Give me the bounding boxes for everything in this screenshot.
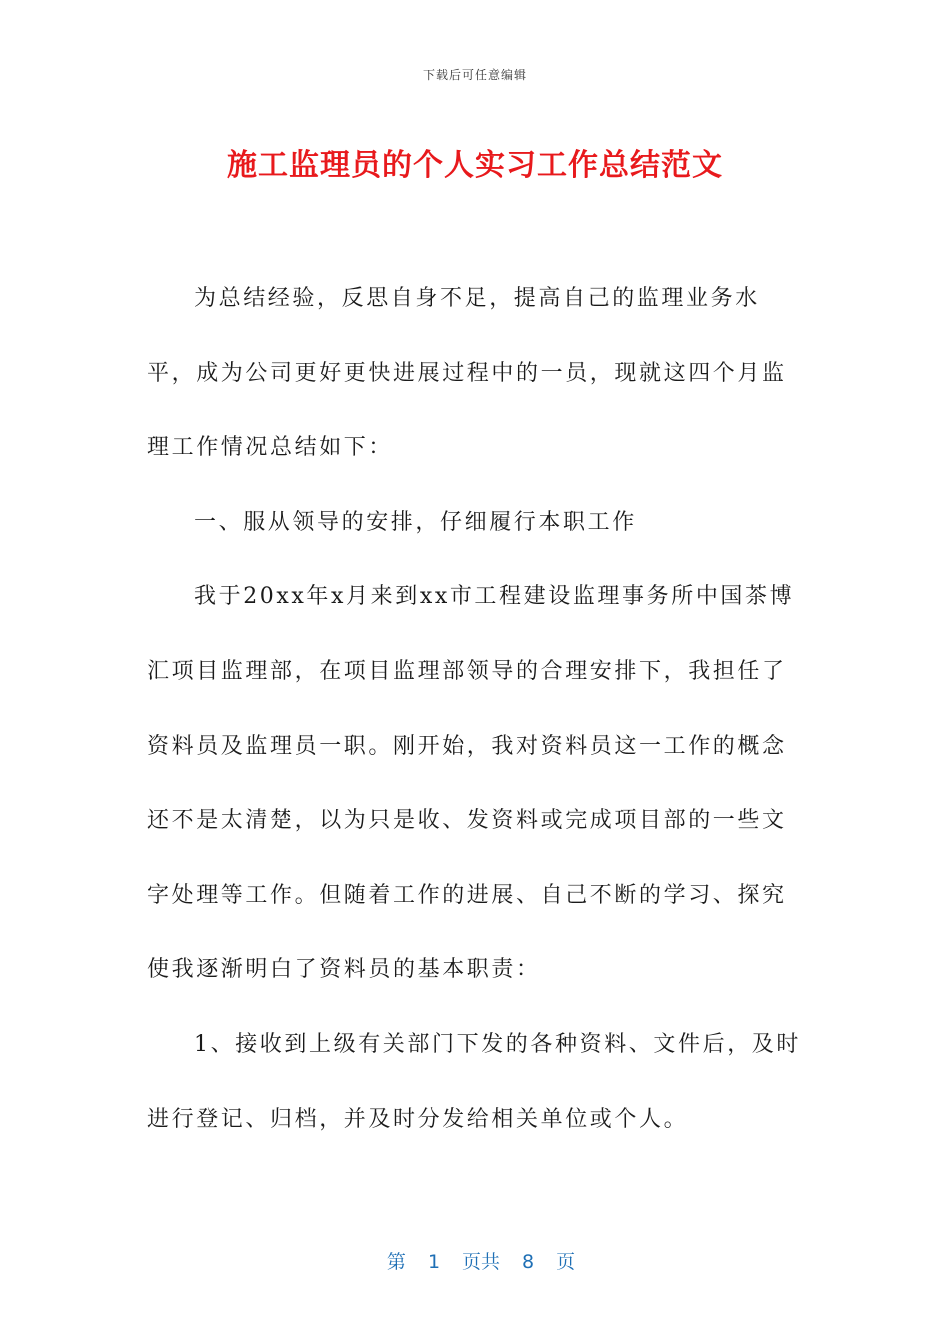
document-body xyxy=(147,262,807,1157)
footer-current-page: 1 xyxy=(427,1251,441,1273)
header-note: 下载后可任意编辑 xyxy=(422,68,527,82)
footer-prefix: 第 xyxy=(386,1251,406,1273)
page-footer xyxy=(0,1225,950,1274)
paragraph-intro: 为总结经验，反思自身不足，提高自己的监理业务水平，成为公司更好更快进展过程中的一员，现就这四个月监理工作情况总结如下： xyxy=(147,286,787,461)
footer-middle: 页共 xyxy=(462,1251,501,1273)
paragraph-experience: 我于20xx年x月来到xx市工程建设监理事务所中国茶博汇项目监理部，在项目监理部领导的合理安排下，我担任了资料员及监理员一职。刚开始，我对资料员这一工作的概念还不是太清楚，以为只是收、发资料或完成项目部的一些文字处理等工作。但随着工作的进展、自己不断的学习、探究使我逐渐明白了资料员的基本职责： xyxy=(147,584,795,983)
paragraph-duty-1: 1、接收到上级有关部门下发的各种资料、文件后，及时进行登记、归档，并及时分发给相关单位或个人。 xyxy=(147,1031,801,1132)
footer-suffix: 页 xyxy=(556,1251,576,1273)
paragraph-section-heading: 一、服从领导的安排，仔细履行本职工作 xyxy=(194,509,637,535)
document-title: 施工监理员的个人实习工作总结范文 xyxy=(227,148,723,183)
footer-total-pages: 8 xyxy=(522,1251,535,1273)
